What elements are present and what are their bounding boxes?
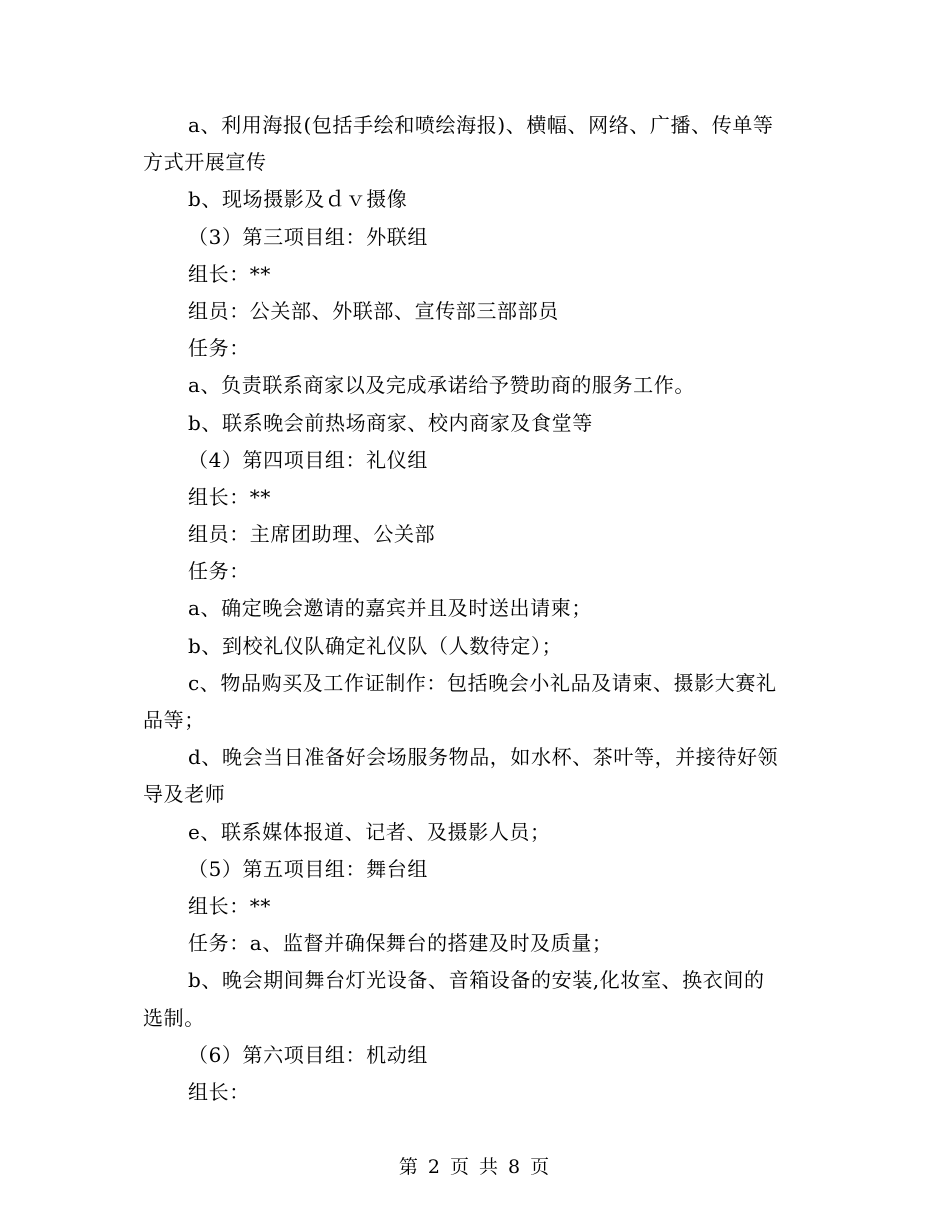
- text-line: b、联系晚会前热场商家、校内商家及食堂等: [188, 410, 593, 435]
- text-line: 组长：: [188, 1079, 250, 1104]
- page-footer: 第 2 页 共 8 页: [398, 1156, 552, 1178]
- text-line: 导及老师: [143, 782, 226, 807]
- text-line: e、联系媒体报道、记者、及摄影人员；: [188, 819, 551, 844]
- text-line: a、负责联系商家以及完成承诺给予赞助商的服务工作。: [188, 373, 695, 398]
- text-line: 组长：**: [188, 261, 271, 286]
- text-line: a、确定晚会邀请的嘉宾并且及时送出请柬；: [188, 596, 592, 621]
- text-line: （5）第五项目组：舞台组: [188, 856, 428, 881]
- text-line: 任务：: [188, 559, 250, 584]
- text-line: （6）第六项目组：机动组: [188, 1042, 428, 1067]
- document-body: [143, 107, 808, 1111]
- text-line: b、晚会期间舞台灯光设备、音箱设备的安装,化妆室、换衣间的: [188, 968, 765, 993]
- text-line: 任务：: [188, 336, 250, 361]
- text-line: c、物品购买及工作证制作：包括晚会小礼品及请柬、摄影大赛礼: [188, 670, 777, 695]
- text-line: 任务：a、监督并确保舞台的搭建及时及质量；: [188, 931, 613, 956]
- text-line: d、晚会当日准备好会场服务物品，如水杯、茶叶等，并接待好领: [188, 745, 779, 770]
- text-line: b、现场摄影及ｄｖ摄像: [188, 187, 408, 212]
- text-line: 方式开展宣传: [143, 150, 267, 175]
- text-line: （4）第四项目组：礼仪组: [188, 447, 428, 472]
- text-line: 组员：主席团助理、公关部: [188, 522, 436, 547]
- text-line: 组长：**: [188, 893, 271, 918]
- text-line: 品等；: [143, 708, 205, 732]
- text-line: b、到校礼仪队确定礼仪队（人数待定）；: [188, 633, 563, 658]
- text-line: 组员：公关部、外联部、宣传部三部部员: [188, 298, 559, 323]
- text-line: （3）第三项目组：外联组: [188, 224, 428, 249]
- text-line: 组长：**: [188, 484, 271, 509]
- text-line: a、利用海报(包括手绘和喷绘海报)、横幅、网络、广播、传单等: [188, 113, 774, 137]
- text-line: 选制。: [143, 1005, 205, 1030]
